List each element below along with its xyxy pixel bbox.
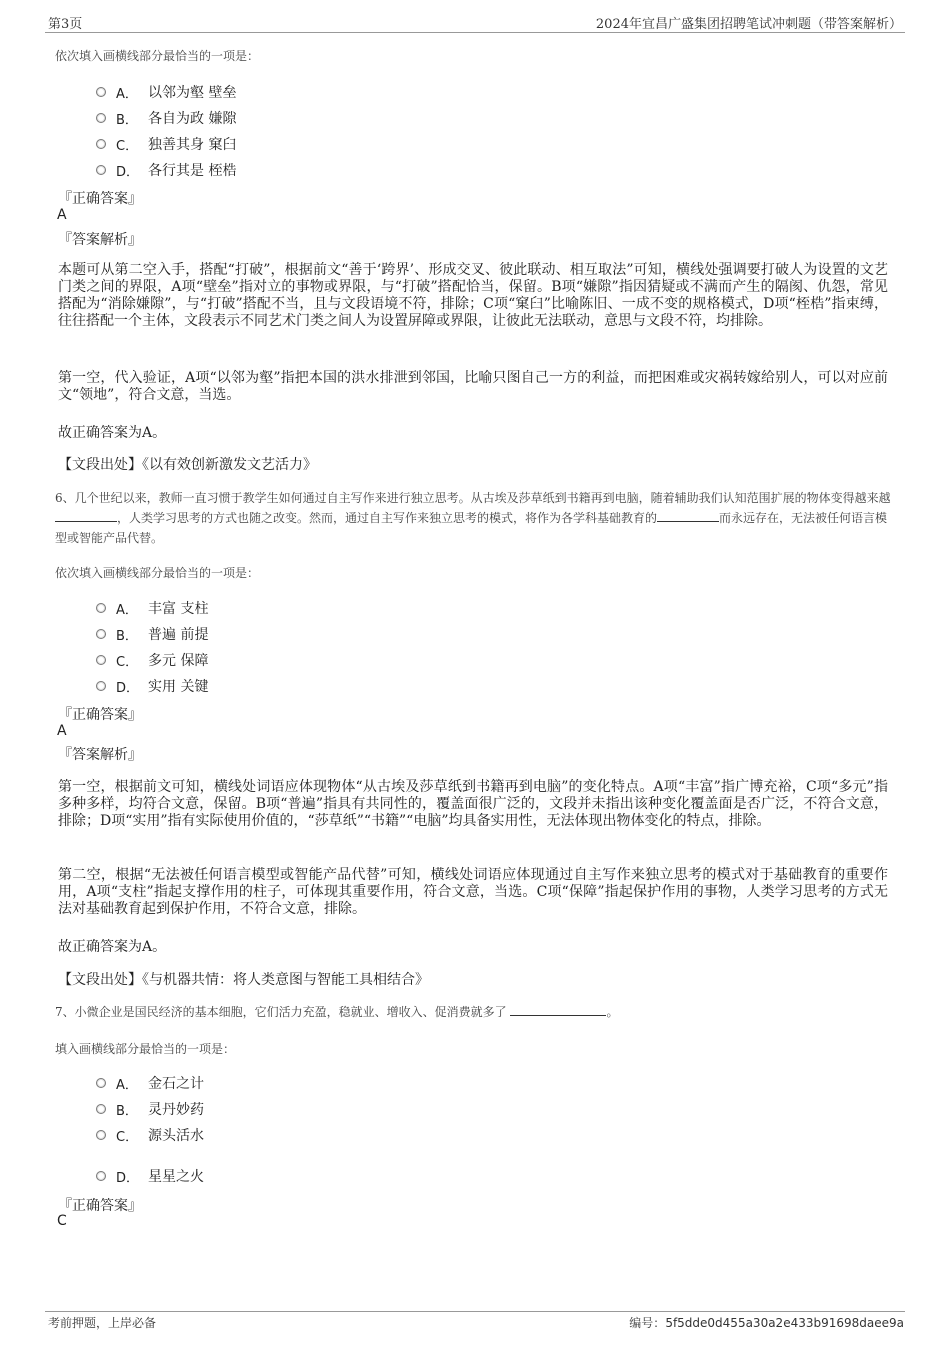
q6-blank-2	[657, 509, 719, 522]
header-rule	[45, 32, 905, 33]
radio-icon[interactable]	[96, 113, 106, 123]
q5-analysis-p1: 本题可从第二空入手，搭配“打破”，根据前文“善于‘跨界’、形成交叉、彼此联动、相互取法”可知，横线处强调要打破人为设置的文艺门类之间的界限，A项“壁垒”指对立的事物或界限，与“打破”搭配恰当，保留。B项“嫌隙”指因猜疑或不满而产生的隔阂、仇怨，常见搭配为“消除嫌隙”，与“打破”搭配不当，且与文段语境不符，排除；C项“窠臼”比喻陈旧、一成不变的规格模式，D项“桎梏”指束缚，往往搭配一个主体，文段表示不同艺术门类之间人为设置屏障或界限，让彼此无法联动，意思与文段不符，均排除。	[58, 262, 888, 329]
q6-blank-1	[55, 509, 117, 522]
q6-option-d[interactable]: D． 实用 关键	[96, 676, 208, 696]
radio-icon[interactable]	[96, 1171, 106, 1181]
q5-analysis-p2: 第一空，代入验证，A项“以邻为壑”指把本国的洪水排泄到邻国，比喻只图自己一方的利益，而把困难或灾祸转嫁给别人，可以对应前文“领地”，符合文意，当选。	[58, 370, 888, 403]
q7-option-b[interactable]: B． 灵丹妙药	[96, 1099, 204, 1119]
q6-option-c[interactable]: C． 多元 保障	[96, 650, 208, 670]
q5-prompt: 依次填入画横线部分最恰当的一项是：	[55, 49, 260, 63]
q7-blank	[510, 1003, 606, 1016]
q6-source: 【文段出处】《与机器共情：将人类意图与智能工具相结合》	[58, 972, 429, 988]
q7-option-a[interactable]: A． 金石之计	[96, 1073, 204, 1093]
q5-option-b[interactable]: B． 各自为政 嫌隙	[96, 108, 236, 128]
q7-option-c[interactable]: C． 源头活水	[96, 1125, 204, 1145]
q7-prompt: 填入画横线部分最恰当的一项是：	[55, 1042, 236, 1056]
radio-icon[interactable]	[96, 603, 106, 613]
q5-option-a[interactable]: A． 以邻为壑 壁垒	[96, 82, 236, 102]
radio-icon[interactable]	[96, 165, 106, 175]
q7-option-d[interactable]: D． 星星之火	[96, 1166, 204, 1186]
q6-analysis-label: 『答案解析』	[58, 747, 142, 763]
radio-icon[interactable]	[96, 87, 106, 97]
footer-rule	[45, 1311, 905, 1312]
radio-icon[interactable]	[96, 629, 106, 639]
q5-option-d[interactable]: D． 各行其是 桎梏	[96, 160, 236, 180]
q6-stem: 6、几个世纪以来，教师一直习惯于教学生如何通过自主写作来进行独立思考。从古埃及莎草纸到书籍再到电脑，随着辅助我们认知范围扩展的物体变得越来越，人类学习思考的方式也随之改变。然而，通过自主写作来独立思考的模式，将作为各学科基础教育的 而永远存在，无法被任何语言模型或智能产品代替。	[55, 491, 891, 545]
q7-answer-label: 『正确答案』	[58, 1198, 142, 1214]
radio-icon[interactable]	[96, 1104, 106, 1114]
q6-answer-label: 『正确答案』	[58, 707, 142, 723]
q6-conclusion: 故正确答案为A。	[58, 939, 167, 955]
q6-option-b[interactable]: B． 普遍 前提	[96, 624, 208, 644]
q5-analysis-label: 『答案解析』	[58, 232, 142, 248]
q6-analysis-p2: 第二空，根据“无法被任何语言模型或智能产品代替”可知，横线处词语应体现通过自主写作来独立思考的模式对于基础教育的重要作用，A项“支柱”指起支撑作用的柱子，可体现其重要作用，符合文意，当选。C项“保障”指起保护作用的事物，人类学习思考的方式无法对基础教育起到保护作用，不符合文意，排除。	[58, 867, 888, 917]
document-title: 2024年宜昌广盛集团招聘笔试冲刺题（带答案解析）	[595, 17, 902, 32]
radio-icon[interactable]	[96, 1078, 106, 1088]
radio-icon[interactable]	[96, 655, 106, 665]
radio-icon[interactable]	[96, 1130, 106, 1140]
q5-option-c[interactable]: C． 独善其身 窠臼	[96, 134, 236, 154]
footer-slogan: 考前押题，上岸必备	[48, 1316, 157, 1330]
q7-answer: C	[57, 1213, 67, 1229]
page-number: 第3页	[48, 17, 83, 32]
q5-answer-label: 『正确答案』	[58, 191, 142, 207]
footer-code: 编号：5f5dde0d455a30a2e433b91698daee9a	[629, 1316, 904, 1330]
radio-icon[interactable]	[96, 139, 106, 149]
radio-icon[interactable]	[96, 681, 106, 691]
q6-option-a[interactable]: A． 丰富 支柱	[96, 598, 208, 618]
q7-stem: 7、小微企业是国民经济的基本细胞，它们活力充盈，稳就业、增收入、促消费就多了 。	[55, 1005, 619, 1019]
q5-source: 【文段出处】《以有效创新激发文艺活力》	[58, 457, 317, 473]
q5-conclusion: 故正确答案为A。	[58, 425, 167, 441]
q6-analysis-p1: 第一空，根据前文可知，横线处词语应体现物体“从古埃及莎草纸到书籍再到电脑”的变化特点。A项“丰富”指广博充裕，C项“多元”指多种多样，均符合文意，保留。B项“普遍”指具有共同性的，覆盖面很广泛的，文段并未指出该种变化覆盖面是否广泛，不符合文意，排除；D项“实用”指有实际使用价值的，“莎草纸”“书籍”“电脑”均具备实用性，无法体现出物体变化的特点，排除。	[58, 779, 888, 829]
q6-answer: A	[57, 723, 67, 739]
q5-answer: A	[57, 207, 67, 223]
q6-prompt: 依次填入画横线部分最恰当的一项是：	[55, 566, 260, 580]
